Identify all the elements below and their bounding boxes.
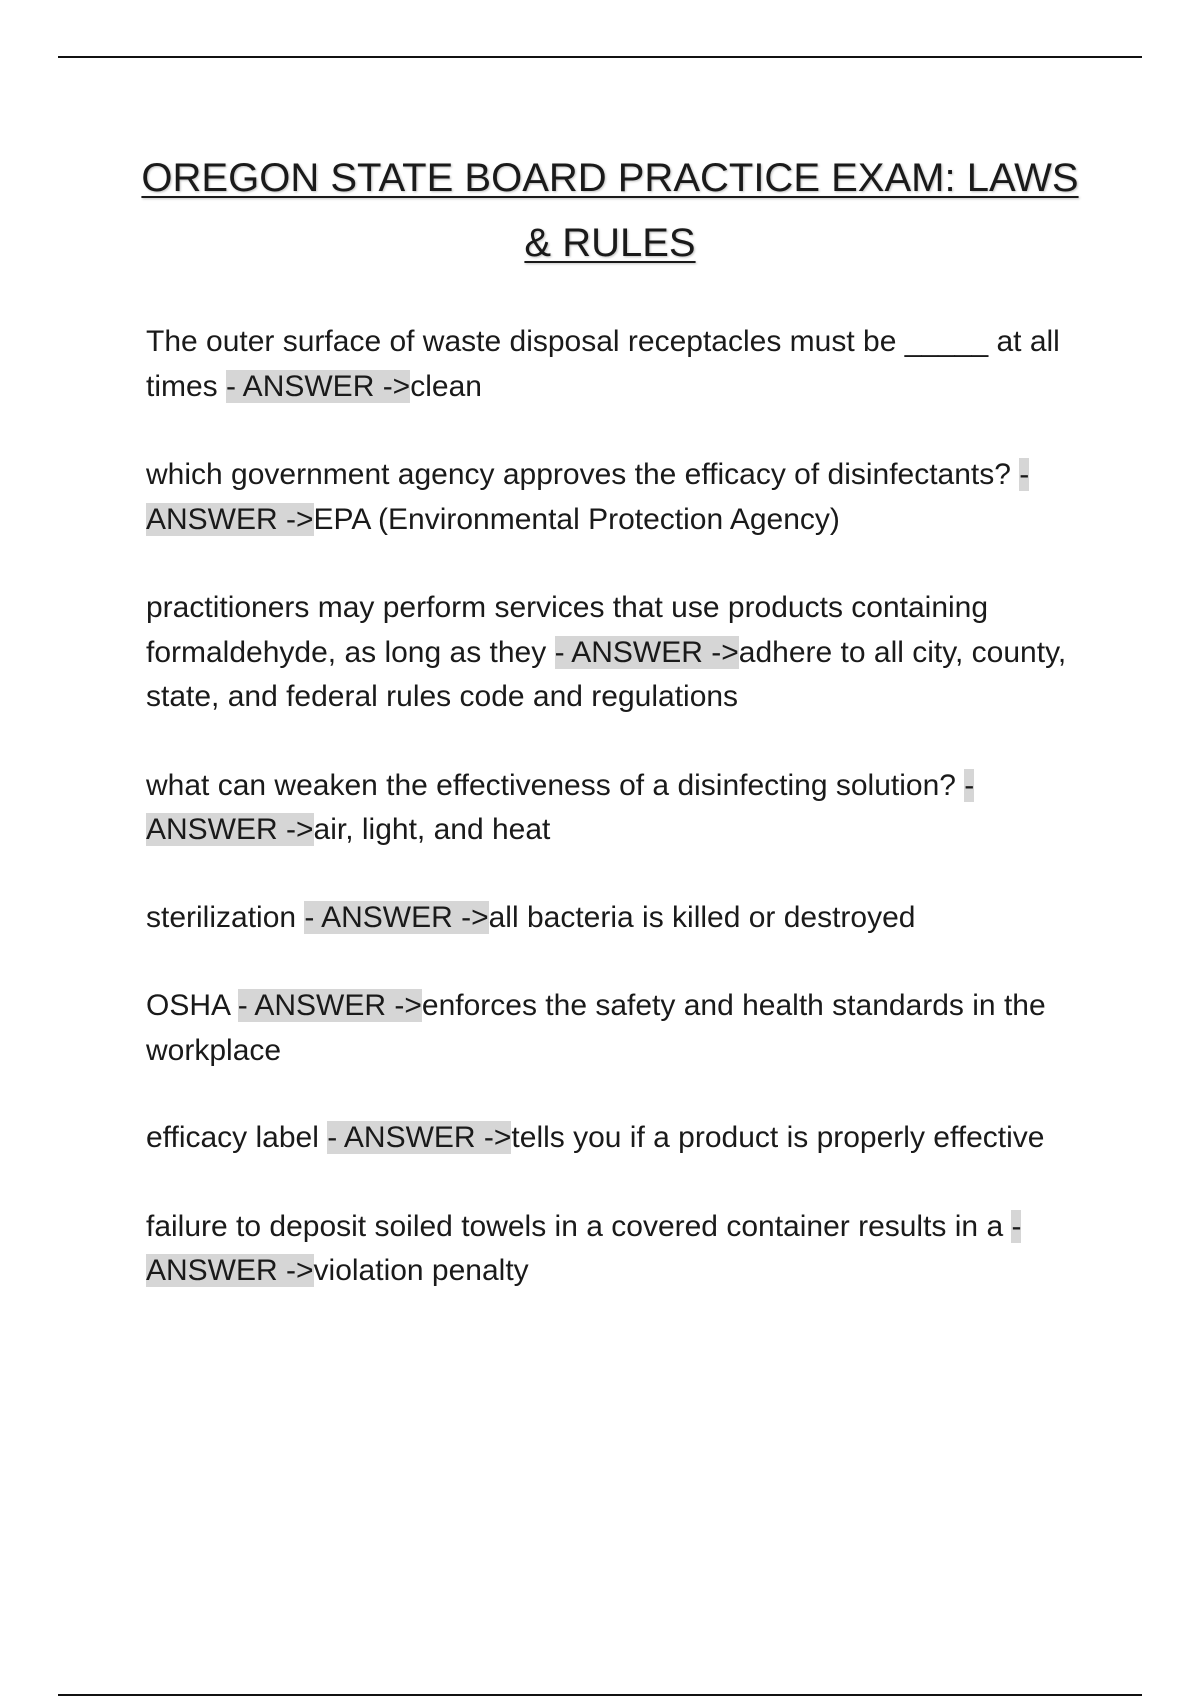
qa-item [146,1205,1086,1294]
question-text: efficacy label [146,1121,328,1154]
page-title: OREGON STATE BOARD PRACTICE EXAM: LAWS & RULES [141,156,1079,265]
answer-text: tells you if a product is properly effective [511,1121,1045,1154]
answer-marker: - ANSWER -> [327,1121,512,1154]
answer-text: air, light, and heat [313,813,551,846]
answer-text: enforces the safety and health standards in the workplace [146,989,1046,1067]
qa-item [146,764,1086,853]
top-rule [58,56,1142,58]
qa-item [146,984,1086,1073]
qa-list [146,320,1086,1338]
question-text: The outer surface of waste disposal receptacles must be _____ at all times [146,325,1060,403]
answer-marker: - ANSWER -> [226,369,411,403]
answer-marker: - ANSWER -> [146,768,975,846]
qa-item [146,896,1086,941]
question-text: sterilization [146,900,305,934]
answer-marker: - ANSWER -> [554,635,739,669]
answer-text: all bacteria is killed or destroyed [488,900,916,934]
qa-item [146,453,1086,542]
answer-marker: - ANSWER -> [146,458,1030,536]
question-text: OSHA [146,989,238,1022]
qa-item [146,586,1086,720]
answer-marker: - ANSWER -> [304,900,489,934]
bottom-rule [58,1694,1142,1696]
answer-marker: - ANSWER -> [237,989,422,1022]
answer-text: violation penalty [313,1254,529,1287]
question-text: failure to deposit soiled towels in a covered container results in a [146,1209,1012,1243]
question-text: practitioners may perform services that use products containing formaldehyde, as long as they [146,591,989,669]
qa-item [146,320,1086,409]
answer-text: clean [410,369,482,403]
question-text: what can weaken the effectiveness of a disinfecting solution? [146,768,965,802]
qa-item [146,1116,1086,1161]
answer-text: EPA (Environmental Protection Agency) [313,502,840,536]
answer-text: adhere to all city, county, state, and federal rules code and regulations [146,635,1067,713]
question-text: which government agency approves the efficacy of disinfectants? [146,458,1020,491]
answer-marker: - ANSWER -> [146,1209,1022,1287]
